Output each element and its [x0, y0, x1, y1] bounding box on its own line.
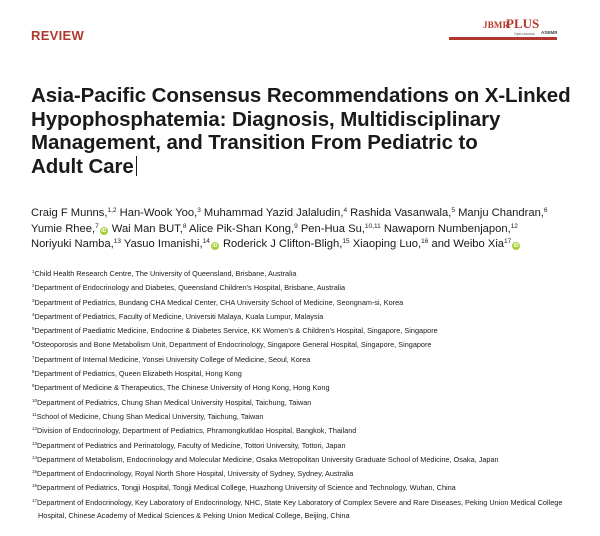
affiliation-item: $^{14}$Department of Metabolism, Endocrinology and Molecular Medicine, Osaka Metropolitan University Graduate School of Medicine, Osaka, Japan	[32, 454, 499, 464]
author[interactable]: Yasuo Imanishi,$^{14}$	[123, 238, 210, 250]
author-line	[31, 237, 591, 253]
author-line	[31, 206, 591, 222]
author[interactable]: Pen-Hua Su,$^{10,11}$	[300, 222, 381, 235]
open-access-label: Open Access	[514, 32, 535, 36]
affiliation-item: $^7$Department of Internal Medicine, Yonsei University College of Medicine, Seoul, Korea	[32, 354, 311, 364]
affiliation-item: $^1$Child Health Research Centre, The University of Queensland, Brisbane, Australia	[32, 269, 297, 278]
author[interactable]: Muhammad Yazid Jalaludin,$^4$	[203, 207, 348, 219]
author[interactable]: Wai Man BUT,$^8$	[111, 222, 187, 235]
section-label: REVIEW	[31, 28, 85, 43]
journal-plus: PLUS	[506, 16, 540, 31]
author-list	[31, 206, 591, 253]
author[interactable]: Xiaoping Luo,$^{16}$	[352, 238, 429, 250]
affiliation-item: $^{16}$Department of Pediatrics, Tongji Hospital, Tongji Medical College, Huazhong University of Science and Technology, Wuhan, China	[32, 483, 456, 493]
author[interactable]: Nawaporn Numbenjapon,$^{12}$	[383, 222, 518, 235]
affiliation-item: $^3$Department of Pediatrics, Bundang CHA Medical Center, CHA University School of Medicine, Seongnam-si, Korea	[32, 297, 404, 307]
journal-logo[interactable]	[449, 16, 559, 49]
author[interactable]: Noriyuki Namba,$^{13}$	[31, 238, 121, 250]
affiliation-item: $^{12}$Division of Endocrinology, Department of Pediatrics, Phramongkutklao Hospital, Bangkok, Thailand	[32, 426, 357, 436]
affiliation-item: $^9$Department of Medicine & Therapeutics, The Chinese University of Hong Kong, Hong Kong	[32, 383, 330, 393]
affiliation-item: $^{15}$Department of Endocrinology, Royal North Shore Hospital, University of Sydney, Sydney, Australia	[32, 469, 354, 479]
title-line: Management, and Transition From Pediatric to	[31, 131, 478, 154]
author[interactable]: Alice Pik-Shan Kong,$^9$	[189, 222, 298, 235]
author[interactable]: and Weibo Xia$^{17}$	[431, 238, 512, 250]
title-line: Asia-Pacific Consensus Recommendations on X-Linked	[31, 84, 571, 107]
author[interactable]: Yumie Rhee,$^7$	[31, 222, 99, 235]
author[interactable]: Manju Chandran,$^6$	[458, 207, 548, 219]
affiliation-item: $^8$Department of Pediatrics, Queen Elizabeth Hospital, Hong Kong	[32, 369, 242, 379]
author[interactable]: Rashida Vasanwala,$^5$	[350, 207, 455, 219]
author[interactable]: Han-Wook Yoo,$^3$	[119, 207, 201, 219]
article-title	[31, 84, 586, 178]
affiliation-item: $^{11}$School of Medicine, Chung Shan Medical University, Taichung, Taiwan	[32, 411, 264, 421]
orcid-icon[interactable]: iD	[513, 243, 519, 249]
affiliation-item: $^5$Department of Paediatric Medicine, Endocrine & Diabetes Service, KK Women’s & Children’s Hospital, Singapore, Singapore	[32, 326, 438, 336]
affiliation-item: $^2$Department of Endocrinology and Diabetes, Queensland Children’s Hospital, Brisbane, Australia	[32, 283, 346, 293]
affiliation-item: $^{10}$Department of Pediatrics, Chung Shan Medical University Hospital, Taichung, Taiwan	[32, 397, 312, 407]
title-line-text: Adult Care	[31, 154, 134, 178]
orcid-icon[interactable]: iD	[212, 243, 218, 249]
orcid-icon[interactable]: iD	[101, 227, 107, 234]
logo-divider	[449, 37, 557, 40]
title-line: Hypophosphatemia: Diagnosis, Multidisciplinary	[31, 107, 501, 131]
author-line	[31, 222, 591, 238]
author[interactable]: Craig F Munns,$^{1,2}$	[31, 207, 117, 219]
affiliation-list	[32, 267, 592, 522]
text-cursor	[136, 156, 137, 176]
affiliation-item: $^6$Osteoporosis and Bone Metabolism Unit, Department of Endocrinology, Singapore General Hospital, Singapore, Singapore	[32, 340, 432, 350]
journal-brand: JBMR	[483, 20, 510, 30]
affiliation-item: $^4$Department of Pediatrics, Faculty of Medicine, Universiti Malaya, Kuala Lumpur, Malaysia	[32, 311, 324, 321]
affiliation-item: $^{13}$Department of Pediatrics and Perinatology, Faculty of Medicine, Tottori University, Tottori, Japan	[32, 440, 346, 450]
author[interactable]: Roderick J Clifton-Bligh,$^{15}$	[222, 238, 350, 250]
title-line	[31, 155, 586, 179]
society-label: ASBMR	[541, 30, 558, 35]
affiliation-item: $^{17}$Department of Endocrinology, Key Laboratory of Endocrinology, NHC, State Key Laboratory of Complex Severe and Rare Diseases, Peking Union Medical College Hospital, Chinese Academy of Medical Sciences & Peking Union Medical College, Beijing, China	[32, 497, 563, 520]
